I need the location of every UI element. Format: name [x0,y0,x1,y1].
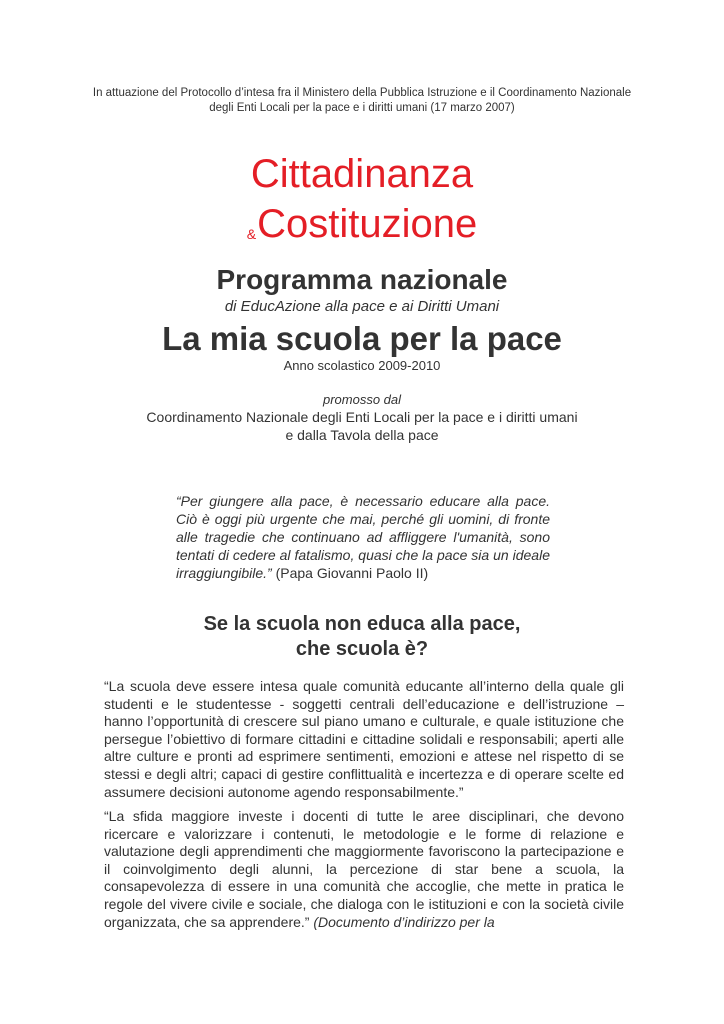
paragraph-2-citation: (Documento d’indirizzo per la [309,913,495,930]
program-subtitle: di EducAzione alla pace e ai Diritti Umani [224,298,500,315]
program-title: Programma nazionale [216,264,508,295]
preamble-text: In attuazione del Protocollo d’intesa fra il Ministero della Pubblica Istruzione e il Coordinamento Nazionale degli Enti Locali per la pace e i diritti umani (17 marzo 2007) [92,87,632,114]
title-cittadinanza: Cittadinanza [250,152,474,196]
promoter-tavola: e dalla Tavola della pace [285,427,439,443]
title-costituzione: Costituzione [257,202,478,246]
body-paragraph-2 [104,808,624,931]
promoter-coordinamento: Coordinamento Nazionale degli Enti Locali per la pace e i diritti umani [146,409,578,425]
title-ampersand: & [246,226,257,242]
quote-text: “Per giungere alla pace, è necessario educare alla pace. Ciò è oggi più urgente che mai, perché gli uomini, di fronte alle tragedie che continuano ad affliggere l'umanità, sono tentati di cedere al fatalismo, quasi che la pace sia un ideale irraggiungibile.” [176,493,550,581]
program-name: La mia scuola per la pace [162,320,562,357]
promoted-by-label: promosso dal [322,392,402,407]
quote-author: (Papa Giovanni Paolo II) [271,565,429,581]
section-heading-line1: Se la scuola non educa alla pace, [203,613,521,635]
school-year: Anno scolastico 2009-2010 [283,358,441,373]
section-heading-line2: che scuola è? [295,638,429,660]
body-paragraph-1: “La scuola deve essere intesa quale comunità educante all’interno della quale gli studenti e le studentesse - soggetti centrali dell’educazione e dell’istruzione – hanno l’opportunità di crescere sul piano umano e culturale, e quale istituzione che persegue l’obiettivo di formare cittadini e cittadine solidali e responsabili; aperti alle altre culture e pronti ad esprimere sentimenti, emozioni e attese nel rispetto di se stessi e degli altri; capaci di gestire conflittualità e incertezza e di operare scelte ed assumere decisioni autonome agendo responsabilmente.” [104,678,624,800]
pope-quote [176,492,550,582]
title-costituzione-line [0,200,724,258]
paragraph-2-text: “La sfida maggiore investe i docenti di tutte le aree disciplinari, che devono ricercare e valorizzare i contenuti, le metodologie e le forme di relazione e valutazione degli apprendimenti che maggiormente favoriscono la partecipazione e il coinvolgimento degli alunni, la percezione di star bene a scuola, la consapevolezza di essere in una comunità che accoglie, che mette in pratica le regole del vivere civile e sociale, che dialoga con le istituzioni e con la società civile organizzata, che sa apprendere.” [104,808,624,930]
